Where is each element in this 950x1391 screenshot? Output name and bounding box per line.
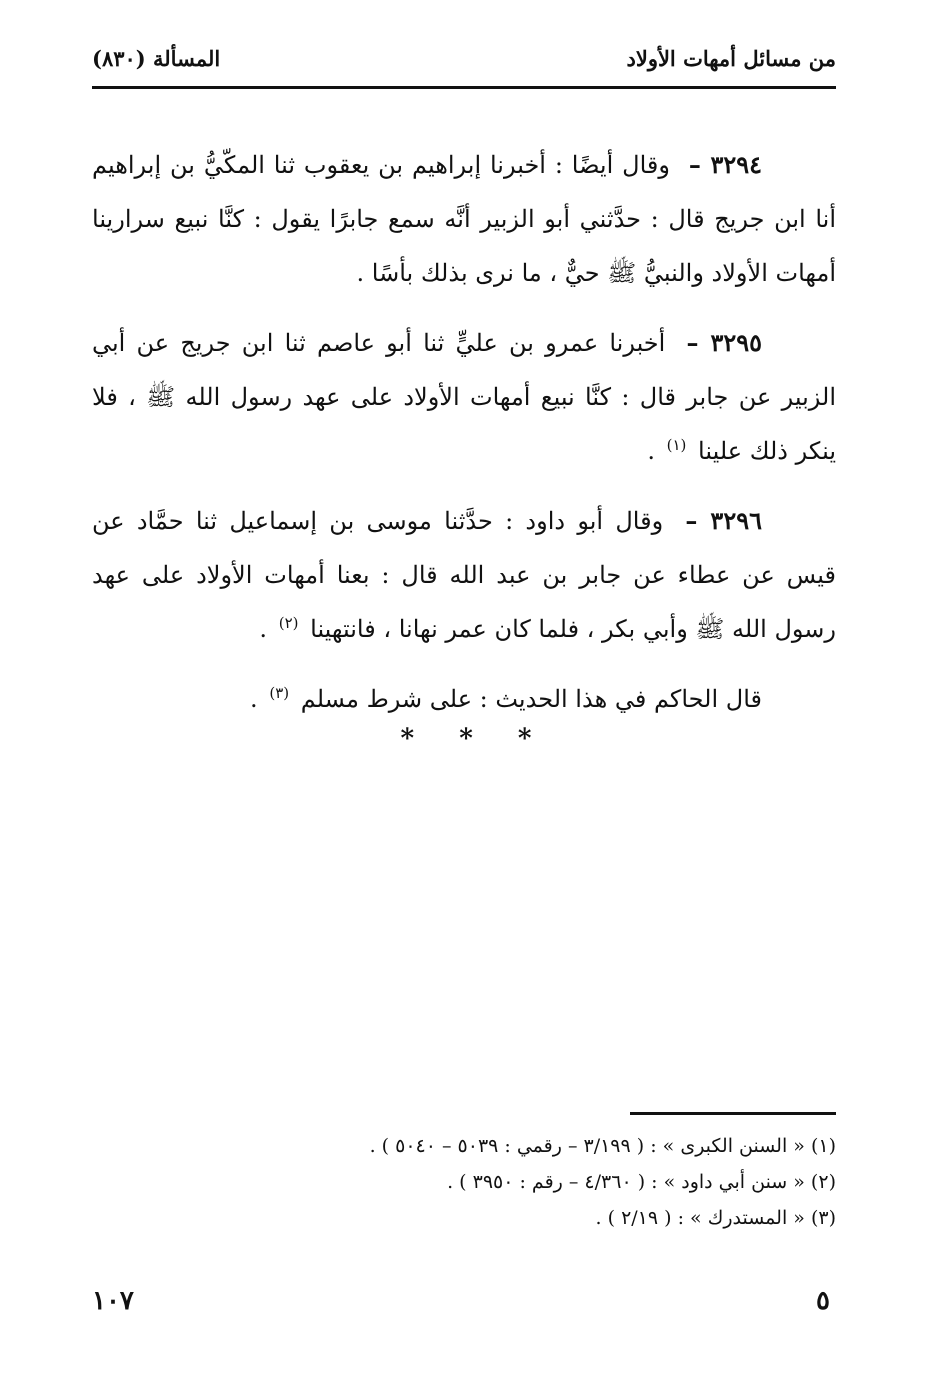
footnote-reference[interactable]: (٢)	[278, 614, 299, 632]
hadith-number: ٣٢٩٤ –	[688, 150, 762, 179]
hadith-paragraph	[92, 316, 836, 478]
page-number: ١٠٧	[92, 1286, 134, 1316]
hadith-paragraph	[92, 494, 836, 656]
hadith-text: أخبرنا عمرو بن عليٍّ ثنا أبو عاصم ثنا ابن جريج عن أبي الزبير عن جابر قال : كنَّا نبيع أمهات الأولاد على عهد رسول الله ﷺ ، فلا ينكر ذلك علينا	[92, 329, 836, 465]
footnote-reference[interactable]: (٣)	[269, 684, 290, 702]
section-separator: * * *	[400, 724, 550, 754]
main-text	[92, 138, 836, 742]
footnote-divider	[630, 1112, 836, 1115]
footnote-item: (٢) « سنن أبي داود » : ( ٤/٣٦٠ – رقم : ٣٩٥٠ ) .	[447, 1171, 836, 1193]
hadith-text: وقال أبو داود : حدَّثنا موسى بن إسماعيل ثنا حمَّاد عن قيس عن عطاء عن جابر بن عبد الله قال : بعنا أمهات الأولاد على عهد رسول الله ﷺ وأبي بكر ، فلما كان عمر نهانا ، فانتهينا	[92, 507, 836, 643]
closing-text: قال الحاكم في هذا الحديث : على شرط مسلم	[300, 685, 762, 713]
sentence-end: .	[647, 437, 655, 465]
running-header	[92, 38, 836, 84]
section-title: المسألة (٨٣٠)	[92, 46, 221, 71]
closing-statement	[92, 672, 836, 726]
hadith-text: وقال أيضًا : أخبرنا إبراهيم بن يعقوب ثنا المكّيُّ بن إبراهيم أنا ابن جريج قال : حدَّثني أبو الزبير أنَّه سمع جابرًا يقول : كنَّا نبيع سرارينا أمهات الأولاد والنبيُّ ﷺ حيٌّ ، ما نرى بذلك بأسًا .	[92, 151, 836, 287]
sentence-end: .	[259, 615, 268, 643]
footnotes	[92, 1128, 836, 1236]
footnote-reference[interactable]: (١)	[666, 436, 687, 454]
sentence-end: .	[250, 685, 258, 713]
hadith-paragraph	[92, 138, 836, 300]
footnote-item: (١) « السنن الكبرى » : ( ٣/١٩٩ – رقمي : ٥٠٣٩ – ٥٠٤٠ ) .	[369, 1135, 836, 1157]
footnote-item: (٣) « المستدرك » : ( ٢/١٩ ) .	[595, 1207, 836, 1229]
hadith-number: ٣٢٩٦ –	[685, 506, 762, 535]
page-footer	[92, 1286, 836, 1326]
volume-number: ٥	[816, 1286, 830, 1316]
hadith-number: ٣٢٩٥ –	[686, 328, 763, 357]
book-title: من مسائل أمهات الأولاد	[626, 46, 836, 71]
header-divider	[92, 86, 836, 89]
